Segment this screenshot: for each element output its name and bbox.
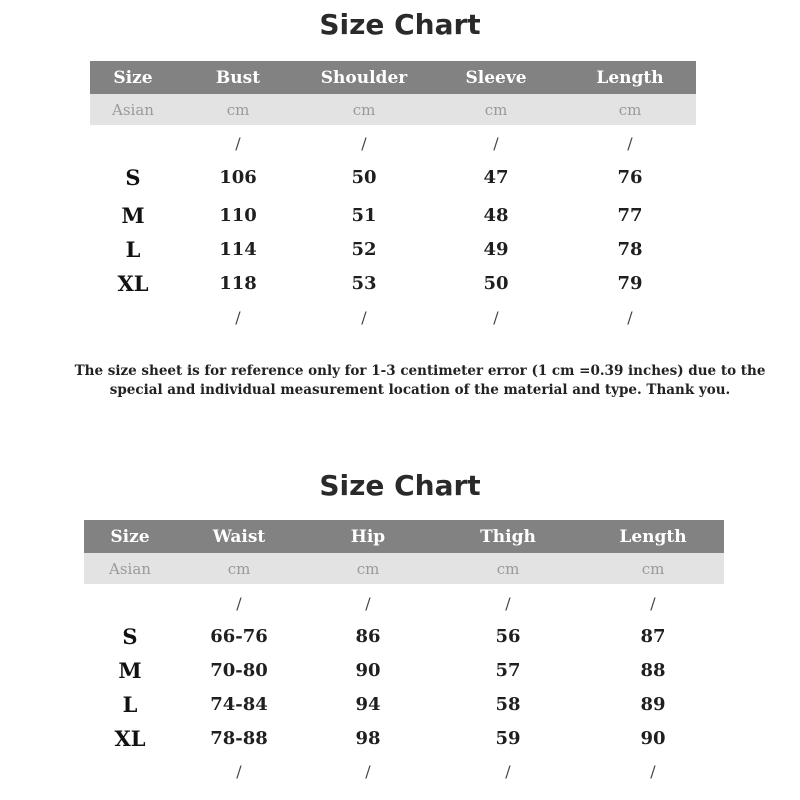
size-label: L (125, 236, 141, 262)
table-row (84, 689, 724, 719)
shoulder-value: 52 (351, 238, 377, 260)
unit-row-bottom (84, 553, 724, 584)
header-shoulder: Shoulder (320, 67, 408, 88)
sleeve-value: 48 (483, 204, 509, 226)
hip-value: 94 (355, 693, 381, 715)
hip-value: 86 (355, 625, 381, 647)
size-label: XL (114, 725, 146, 751)
shoulder-value: 53 (351, 272, 377, 294)
disclaimer-line: The size sheet is for reference only for 1-3 centimeter error (1 cm =0.39 inches) due to the (74, 363, 766, 379)
separator-row (90, 306, 696, 328)
header-size: Size (113, 67, 153, 88)
length-value: 89 (640, 693, 666, 715)
bust-value: 114 (219, 238, 257, 260)
waist-value: 78-88 (210, 727, 268, 749)
thigh-value: 59 (495, 727, 521, 749)
table-row (84, 621, 724, 651)
thigh-value: 57 (495, 659, 521, 681)
header-length: Length (596, 67, 664, 88)
separator-mark: / (493, 307, 499, 327)
unit-cm: cm (484, 100, 508, 119)
hip-value: 90 (355, 659, 381, 681)
bust-value: 110 (219, 204, 257, 226)
disclaimer-line: special and individual measurement location of the material and type. Thank you. (109, 382, 731, 398)
table-row (84, 723, 724, 753)
separator-mark: / (627, 307, 633, 327)
header-waist: Waist (212, 526, 266, 547)
separator-mark: / (365, 761, 371, 781)
size-label: S (125, 164, 141, 190)
separator-mark: / (650, 761, 656, 781)
header-sleeve: Sleeve (465, 67, 527, 88)
length-value: 79 (617, 272, 643, 294)
unit-row-top (90, 94, 696, 125)
separator-mark: / (235, 307, 241, 327)
bust-value: 106 (219, 166, 257, 188)
unit-cm: cm (356, 559, 380, 578)
shoulder-value: 51 (351, 204, 377, 226)
unit-cm: cm (227, 559, 251, 578)
separator-mark: / (650, 593, 656, 613)
table-row (90, 268, 696, 298)
thigh-value: 58 (495, 693, 521, 715)
separator-mark: / (505, 593, 511, 613)
hip-value: 98 (355, 727, 381, 749)
separator-row (90, 132, 696, 154)
thigh-value: 56 (495, 625, 521, 647)
header-row-bottom (84, 520, 724, 553)
sleeve-value: 50 (483, 272, 509, 294)
length-value: 90 (640, 727, 666, 749)
unit-cm: cm (496, 559, 520, 578)
unit-cm: cm (352, 100, 376, 119)
shoulder-value: 50 (351, 166, 377, 188)
unit-cm: cm (641, 559, 665, 578)
size-label: S (122, 623, 138, 649)
disclaimer-note (60, 362, 780, 400)
unit-region: Asian (109, 559, 151, 578)
size-label: M (121, 202, 145, 228)
waist-value: 74-84 (210, 693, 268, 715)
waist-value: 70-80 (210, 659, 268, 681)
size-label: L (122, 691, 138, 717)
table-row (90, 234, 696, 264)
size-label: M (118, 657, 142, 683)
length-value: 88 (640, 659, 666, 681)
table-row (84, 655, 724, 685)
header-size: Size (110, 526, 150, 547)
separator-mark: / (493, 133, 499, 153)
separator-row (84, 592, 724, 614)
separator-mark: / (235, 133, 241, 153)
table-row (90, 200, 696, 230)
header-row-top (90, 61, 696, 94)
waist-value: 66-76 (210, 625, 268, 647)
length-value: 77 (617, 204, 643, 226)
sleeve-value: 47 (483, 166, 509, 188)
bust-value: 118 (219, 272, 257, 294)
unit-cm: cm (618, 100, 642, 119)
separator-row (84, 760, 724, 782)
chart-title-bottom: Size Chart (319, 469, 481, 502)
unit-region: Asian (112, 100, 154, 119)
unit-cm: cm (226, 100, 250, 119)
length-value: 78 (617, 238, 643, 260)
header-length: Length (619, 526, 687, 547)
length-value: 76 (617, 166, 643, 188)
sleeve-value: 49 (483, 238, 509, 260)
length-value: 87 (640, 625, 666, 647)
separator-mark: / (627, 133, 633, 153)
header-hip: Hip (350, 526, 386, 547)
table-row (90, 162, 696, 192)
separator-mark: / (236, 593, 242, 613)
separator-mark: / (361, 133, 367, 153)
separator-mark: / (361, 307, 367, 327)
separator-mark: / (365, 593, 371, 613)
header-bust: Bust (215, 67, 261, 88)
size-label: XL (117, 270, 149, 296)
header-thigh: Thigh (480, 526, 536, 547)
chart-title-top: Size Chart (319, 8, 481, 41)
separator-mark: / (505, 761, 511, 781)
separator-mark: / (236, 761, 242, 781)
